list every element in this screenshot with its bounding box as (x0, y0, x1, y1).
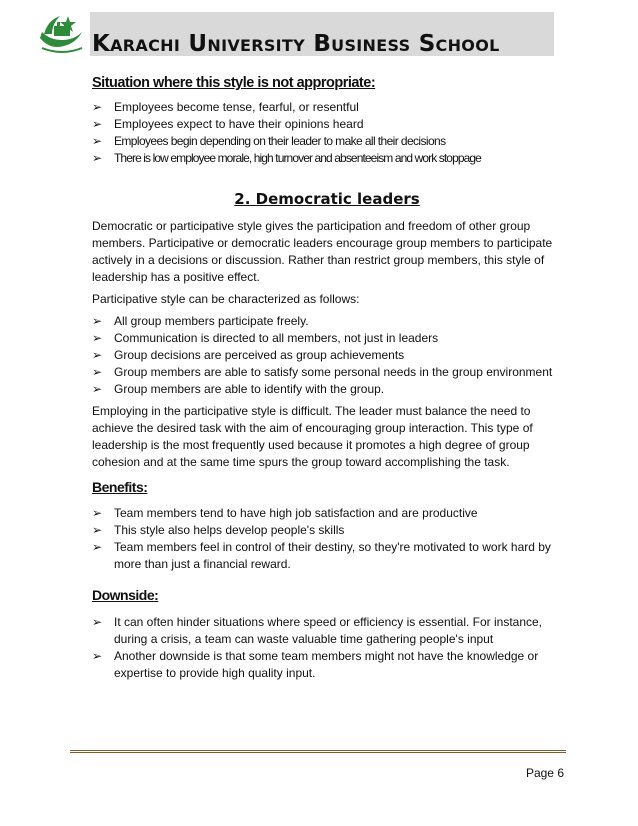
arrow-bullet-icon: ➢ (92, 540, 103, 554)
characterized-line: Participative style can be characterized as follows: (92, 292, 360, 306)
democratic-intro-paragraph: Democratic or participative style gives the participation and freedom of other group members. Participative or democratic leaders encourage group members to participate actively in a decisions or discussion. Rather than restrict group members, this style of leadership has a positive effect. (92, 219, 553, 284)
benefits-list (92, 505, 562, 573)
list-item: ➢ There is low employee morale, high turnover and absenteeism and work stoppage (92, 151, 481, 165)
not-appropriate-list (92, 99, 562, 167)
arrow-bullet-icon: ➢ (92, 649, 103, 663)
arrow-bullet-icon: ➢ (92, 506, 103, 520)
list-item: ➢ Group members are able to identify with the group. (92, 382, 385, 396)
list-item: ➢ This style also helps develop people's skills (92, 523, 345, 537)
list-item: ➢ Employees become tense, fearful, or resentful (92, 100, 359, 114)
benefits-heading: Benefits: (92, 479, 148, 495)
arrow-bullet-icon: ➢ (92, 348, 103, 362)
section-heading-not-appropriate: Situation where this style is not appropriate: (92, 75, 376, 91)
page-header (30, 6, 554, 58)
arrow-bullet-icon: ➢ (92, 134, 102, 148)
arrow-bullet-icon: ➢ (92, 382, 103, 396)
arrow-bullet-icon: ➢ (92, 523, 103, 537)
downside-list (92, 614, 562, 682)
list-item: ➢ Employees expect to have their opinions heard (92, 117, 364, 131)
footer-rule (70, 750, 566, 753)
list-item: ➢ Communication is directed to all members, not just in leaders (92, 331, 439, 345)
page-number: Page 6 (525, 766, 564, 780)
arrow-bullet-icon: ➢ (92, 314, 103, 328)
arrow-bullet-icon: ➢ (92, 615, 103, 629)
arrow-bullet-icon: ➢ (92, 100, 103, 114)
list-item: ➢ Team members tend to have high job satisfaction and are productive (92, 506, 478, 520)
participative-list (92, 313, 562, 398)
university-logo-icon (30, 6, 94, 60)
list-item: ➢ All group members participate freely. (92, 314, 309, 328)
section-heading-democratic: 2. Democratic leaders (234, 190, 420, 208)
arrow-bullet-icon: ➢ (92, 331, 103, 345)
arrow-bullet-icon: ➢ (92, 117, 103, 131)
list-item: ➢ Group members are able to satisfy some personal needs in the group environment (92, 365, 553, 379)
header-title: Karachi University Business School (92, 31, 500, 57)
list-item: ➢ It can often hinder situations where speed or efficiency is essential. For instance, during a crisis, a team can waste valuable time gathering people's input (92, 615, 543, 646)
arrow-bullet-icon: ➢ (92, 365, 103, 379)
arrow-bullet-icon: ➢ (92, 151, 102, 165)
main-content (92, 75, 562, 682)
list-item: ➢ Team members feel in control of their destiny, so they're motivated to work hard by more than just a financial reward. (92, 540, 551, 571)
downside-heading: Downside: (92, 587, 159, 603)
list-item: ➢ Employees begin depending on their leader to make all their decisions (92, 134, 446, 148)
list-item: ➢ Group decisions are perceived as group achievements (92, 348, 405, 362)
list-item: ➢ Another downside is that some team members might not have the knowledge or expertise to provide high quality input. (92, 649, 539, 680)
employing-paragraph: Employing in the participative style is difficult. The leader must balance the need to achieve the desired task with the aim of encouraging group interaction. This type of leadership is the most frequently used because it promotes a high degree of group cohesion and at the same time spurs the group toward accomplishing the task. (92, 404, 533, 469)
